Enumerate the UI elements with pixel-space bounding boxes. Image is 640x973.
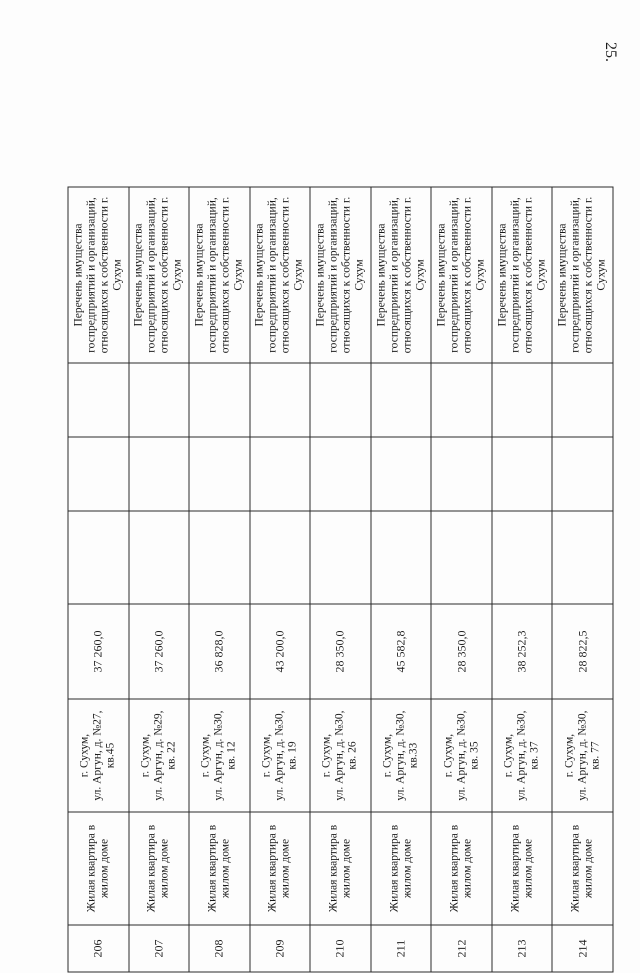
table-row: [68, 187, 129, 972]
empty-cell: [310, 437, 371, 511]
row-number-cell: 211: [371, 925, 432, 972]
empty-cell: [371, 437, 432, 511]
area-value-cell: 43 200,0: [250, 604, 311, 699]
table-row: [129, 187, 190, 972]
empty-cell: [129, 437, 190, 511]
page-number: 25.: [602, 42, 619, 62]
property-type-cell: Жилая квартира в жилом доме: [371, 812, 432, 925]
empty-cell: [552, 363, 613, 437]
empty-cell: [492, 437, 553, 511]
ownership-list-cell: Перечень имущества госпредприятий и организаций, относящихся к собственности г. Сухум: [431, 187, 492, 363]
area-value-cell: 38 252,3: [492, 604, 553, 699]
ownership-list-cell: Перечень имущества госпредприятий и организаций, относящихся к собственности г. Сухум: [310, 187, 371, 363]
address-cell: г. Сухум, ул. Аргун, д. №30, кв. 12: [189, 699, 250, 812]
ownership-list-cell: Перечень имущества госпредприятий и организаций, относящихся к собственности г. Сухум: [492, 187, 553, 363]
empty-cell: [189, 437, 250, 511]
row-number-cell: 210: [310, 925, 371, 972]
ownership-list-cell: Перечень имущества госпредприятий и организаций, относящихся к собственности г. Сухум: [552, 187, 613, 363]
address-cell: г. Сухум, ул. Аргун, д. №30, кв. 19: [250, 699, 311, 812]
property-type-cell: Жилая квартира в жилом доме: [250, 812, 311, 925]
ownership-list-cell: Перечень имущества госпредприятий и организаций, относящихся к собственности г. Сухум: [371, 187, 432, 363]
ownership-list-cell: Перечень имущества госпредприятий и организаций, относящихся к собственности г. Сухум: [250, 187, 311, 363]
property-type-cell: Жилая квартира в жилом доме: [68, 812, 129, 925]
table-row: [189, 187, 250, 972]
empty-cell: [189, 511, 250, 604]
rotated-table-container: [68, 188, 614, 973]
empty-cell: [129, 511, 190, 604]
empty-cell: [189, 363, 250, 437]
area-value-cell: 28 350,0: [310, 604, 371, 699]
ownership-list-cell: Перечень имущества госпредприятий и организаций, относящихся к собственности г. Сухум: [129, 187, 190, 363]
empty-cell: [129, 363, 190, 437]
property-type-cell: Жилая квартира в жилом доме: [129, 812, 190, 925]
property-type-cell: Жилая квартира в жилом доме: [310, 812, 371, 925]
area-value-cell: 36 828,0: [189, 604, 250, 699]
empty-cell: [492, 363, 553, 437]
row-number-cell: 208: [189, 925, 250, 972]
empty-cell: [371, 511, 432, 604]
property-type-cell: Жилая квартира в жилом доме: [492, 812, 553, 925]
address-cell: г. Сухум, ул. Аргун, д. №27, кв.45: [68, 699, 129, 812]
area-value-cell: 37 260,0: [68, 604, 129, 699]
ownership-list-cell: Перечень имущества госпредприятий и организаций, относящихся к собственности г. Сухум: [189, 187, 250, 363]
address-cell: г. Сухум, ул. Аргун, д. №30, кв. 37: [492, 699, 553, 812]
address-cell: г. Сухум, ул. Аргун, д. №30, кв.33: [371, 699, 432, 812]
table-row: [492, 187, 553, 972]
table-row: [431, 187, 492, 972]
row-number-cell: 207: [129, 925, 190, 972]
property-table: [68, 187, 614, 973]
property-type-cell: Жилая квартира в жилом доме: [552, 812, 613, 925]
empty-cell: [310, 363, 371, 437]
row-number-cell: 212: [431, 925, 492, 972]
empty-cell: [250, 511, 311, 604]
table-row: [371, 187, 432, 972]
empty-cell: [492, 511, 553, 604]
address-cell: г. Сухум, ул. Аргун, д. №30, кв. 35: [431, 699, 492, 812]
area-value-cell: 28 350,0: [431, 604, 492, 699]
row-number-cell: 213: [492, 925, 553, 972]
property-type-cell: Жилая квартира в жилом доме: [431, 812, 492, 925]
property-type-cell: Жилая квартира в жилом доме: [189, 812, 250, 925]
empty-cell: [431, 363, 492, 437]
empty-cell: [250, 437, 311, 511]
table-row: [250, 187, 311, 972]
address-cell: г. Сухум, ул. Аргун, д. №30, кв. 26: [310, 699, 371, 812]
area-value-cell: 37 260,0: [129, 604, 190, 699]
table-row: [310, 187, 371, 972]
empty-cell: [371, 363, 432, 437]
area-value-cell: 45 582,8: [371, 604, 432, 699]
empty-cell: [68, 437, 129, 511]
area-value-cell: 28 822,5: [552, 604, 613, 699]
row-number-cell: 206: [68, 925, 129, 972]
empty-cell: [310, 511, 371, 604]
empty-cell: [431, 511, 492, 604]
empty-cell: [68, 363, 129, 437]
ownership-list-cell: Перечень имущества госпредприятий и организаций, относящихся к собственности г. Сухум: [68, 187, 129, 363]
address-cell: г. Сухум, ул. Аргун, д. №30, кв. 77: [552, 699, 613, 812]
empty-cell: [68, 511, 129, 604]
empty-cell: [250, 363, 311, 437]
row-number-cell: 209: [250, 925, 311, 972]
empty-cell: [431, 437, 492, 511]
empty-cell: [552, 437, 613, 511]
table-row: [552, 187, 613, 972]
empty-cell: [552, 511, 613, 604]
row-number-cell: 214: [552, 925, 613, 972]
address-cell: г. Сухум, ул. Аргун, д. №29, кв. 22: [129, 699, 190, 812]
